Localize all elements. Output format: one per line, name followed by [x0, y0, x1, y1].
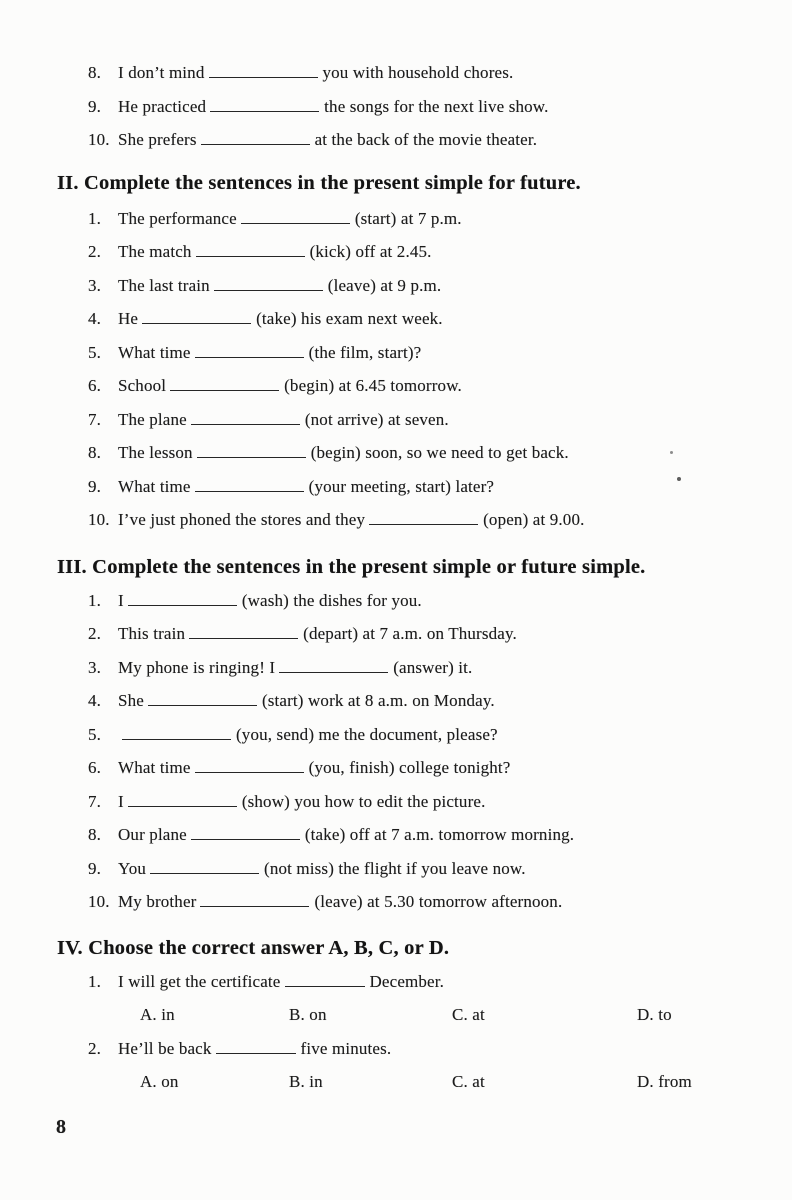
blank-line — [189, 625, 298, 639]
item-number: 10. — [88, 892, 110, 911]
blank-line — [214, 277, 323, 291]
blank-line — [241, 210, 350, 224]
option-choice: C. at — [452, 1005, 485, 1024]
item-number: 8. — [88, 825, 102, 844]
blank-line — [150, 860, 259, 874]
item-text-pre: The last train — [118, 275, 210, 295]
blank-line — [209, 64, 318, 78]
section-ii-list — [0, 202, 792, 537]
exercise-item — [88, 269, 792, 303]
exercise-item — [88, 369, 792, 403]
section-iv-list — [0, 965, 792, 1099]
scan-speck — [677, 477, 681, 481]
item-number: 5. — [88, 724, 102, 744]
item-text-pre: The match — [118, 242, 192, 261]
option-choice: A. on — [140, 1072, 179, 1091]
exercise-item — [88, 90, 792, 124]
exercise-item — [88, 818, 792, 852]
item-text-post: (start) work at 8 a.m. on Monday. — [261, 691, 495, 710]
item-text-pre: School — [118, 376, 167, 395]
item-number: 3. — [88, 275, 102, 295]
blank-line — [197, 444, 306, 458]
item-number: 6. — [88, 758, 102, 777]
exercise-item — [88, 1032, 792, 1066]
item-text-pre: My brother — [118, 892, 197, 911]
blank-line — [191, 411, 300, 425]
item-text-post: (wash) the dishes for you. — [241, 590, 422, 610]
blank-line — [142, 310, 251, 324]
item-text-post: (start) at 7 p.m. — [354, 208, 462, 228]
option-choice: C. at — [452, 1072, 485, 1091]
item-text-post: (leave) at 9 p.m. — [327, 275, 442, 295]
item-text-post: (begin) soon, so we need to get back. — [310, 443, 569, 462]
item-text-post: at the back of the movie theater. — [314, 130, 538, 149]
item-number: 7. — [88, 409, 102, 429]
blank-line — [216, 1040, 296, 1054]
blank-line — [195, 478, 304, 492]
item-text-pre: The performance — [118, 208, 237, 228]
exercise-item — [88, 470, 792, 504]
item-number: 4. — [88, 309, 102, 328]
exercise-item — [88, 584, 792, 618]
option-choice: B. on — [289, 1005, 327, 1024]
item-text-pre: The lesson — [118, 443, 193, 462]
blank-line — [200, 893, 309, 907]
exercise-item — [88, 123, 792, 157]
exercise-item — [88, 751, 792, 785]
exercise-item — [88, 885, 792, 919]
item-text-post: December. — [369, 971, 445, 991]
item-number: 2. — [88, 1038, 102, 1058]
item-text-pre: He practiced — [118, 96, 207, 116]
exercise-item — [88, 684, 792, 718]
item-text-post: (take) his exam next week. — [256, 309, 443, 328]
exercise-item — [88, 436, 792, 470]
option-choice: D. to — [637, 1005, 672, 1024]
item-text-post: (not miss) the flight if you leave now. — [264, 858, 526, 878]
exercise-item — [88, 302, 792, 336]
blank-line — [279, 659, 388, 673]
item-text-pre: I’ve just phoned the stores and they — [118, 510, 366, 529]
item-text-pre: I — [118, 791, 124, 811]
section-title-ii: II. Complete the sentences in the present simple for future. — [57, 171, 581, 194]
item-number: 9. — [88, 858, 102, 878]
item-text-post: you with household chores. — [322, 63, 514, 82]
item-text-post: (your meeting, start) later? — [308, 476, 495, 496]
item-number: 5. — [88, 342, 102, 362]
item-text-pre: I — [118, 590, 124, 610]
scan-speck — [670, 451, 673, 454]
item-number: 8. — [88, 443, 102, 462]
item-text-post: (kick) off at 2.45. — [309, 242, 432, 261]
blank-line — [170, 377, 279, 391]
option-choice: A. in — [140, 1005, 175, 1024]
item-number: 2. — [88, 242, 102, 261]
exercise-item — [88, 202, 792, 236]
item-text-pre: The plane — [118, 409, 187, 429]
item-number: 10. — [88, 510, 110, 529]
item-number: 1. — [88, 208, 102, 228]
section-title-iv: IV. Choose the correct answer A, B, C, or D. — [57, 936, 450, 959]
item-text-post: (answer) it. — [393, 657, 473, 677]
item-text-post: (take) off at 7 a.m. tomorrow morning. — [304, 825, 575, 844]
blank-line — [128, 592, 237, 606]
exercise-item — [88, 718, 792, 752]
intro-exercise-list — [0, 0, 792, 157]
exercise-item — [88, 403, 792, 437]
exercise-item — [88, 651, 792, 685]
option-choice: B. in — [289, 1072, 323, 1091]
item-text-post: (show) you how to edit the picture. — [241, 791, 486, 811]
blank-line — [148, 692, 257, 706]
exercise-item — [88, 235, 792, 269]
options-row — [140, 998, 792, 1032]
item-text-post: five minutes. — [300, 1038, 392, 1058]
item-number: 1. — [88, 590, 102, 610]
exercise-item — [88, 617, 792, 651]
item-text-pre: He’ll be back — [118, 1038, 212, 1058]
item-text-pre: What time — [118, 758, 191, 777]
blank-line — [285, 973, 365, 987]
exercise-item — [88, 965, 792, 999]
item-text-pre: Our plane — [118, 825, 187, 844]
blank-line — [128, 793, 237, 807]
blank-line — [195, 759, 304, 773]
item-number: 1. — [88, 971, 102, 991]
exercise-item — [88, 503, 792, 537]
options-row — [140, 1065, 792, 1099]
item-text-post: (leave) at 5.30 tomorrow afternoon. — [314, 892, 563, 911]
item-text-post: (depart) at 7 a.m. on Thursday. — [303, 624, 517, 643]
item-text-post: the songs for the next live show. — [324, 96, 549, 116]
option-choice: D. from — [637, 1072, 692, 1091]
item-text-pre: What time — [118, 342, 191, 362]
section-iii-list — [0, 584, 792, 919]
blank-line — [369, 511, 478, 525]
item-text-pre: This train — [118, 624, 186, 643]
item-number: 10. — [88, 130, 110, 149]
item-text-pre: He — [118, 309, 139, 328]
item-number: 9. — [88, 96, 102, 116]
section-title-iii: III. Complete the sentences in the present simple or future simple. — [57, 555, 646, 578]
item-text-post: (begin) at 6.45 tomorrow. — [284, 376, 462, 395]
exercise-item — [88, 56, 792, 90]
item-number: 7. — [88, 791, 102, 811]
item-number: 2. — [88, 624, 102, 643]
item-number: 6. — [88, 376, 102, 395]
item-number: 9. — [88, 476, 102, 496]
item-text-post: (you, finish) college tonight? — [308, 758, 511, 777]
item-text-post: (the film, start)? — [308, 342, 422, 362]
exercise-item — [88, 336, 792, 370]
exercise-item — [88, 852, 792, 886]
item-text-pre: What time — [118, 476, 191, 496]
item-number: 3. — [88, 657, 102, 677]
item-number: 4. — [88, 691, 102, 710]
blank-line — [210, 98, 319, 112]
item-text-pre: She prefers — [118, 130, 197, 149]
item-text-pre: I don’t mind — [118, 63, 205, 82]
blank-line — [191, 826, 300, 840]
item-text-pre: You — [118, 858, 147, 878]
item-text-pre: My phone is ringing! I — [118, 657, 276, 677]
item-text-post: (not arrive) at seven. — [304, 409, 449, 429]
page-number: 8 — [56, 1116, 67, 1138]
blank-line — [122, 726, 231, 740]
item-text-post: (you, send) me the document, please? — [236, 724, 498, 744]
blank-line — [201, 131, 310, 145]
exercise-item — [88, 785, 792, 819]
item-text-pre: I will get the certificate — [118, 971, 281, 991]
blank-line — [196, 243, 305, 257]
item-number: 8. — [88, 63, 102, 82]
item-text-post: (open) at 9.00. — [483, 510, 585, 529]
item-text-pre: She — [118, 691, 144, 710]
blank-line — [195, 344, 304, 358]
